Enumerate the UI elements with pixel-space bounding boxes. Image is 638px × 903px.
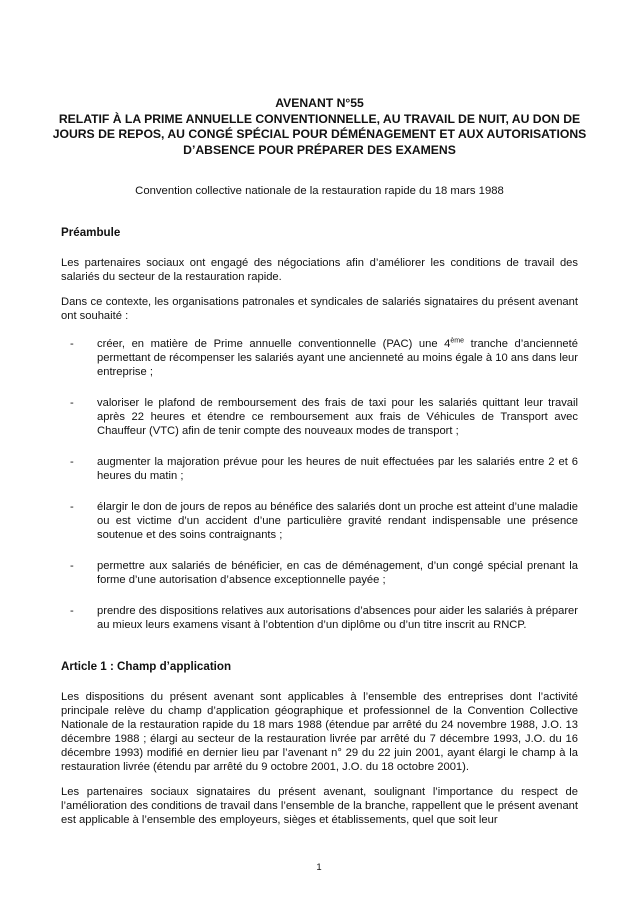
document-subtitle: Convention collective nationale de la restauration rapide du 18 mars 1988 bbox=[135, 185, 504, 197]
page-number: 1 bbox=[316, 862, 322, 873]
list-item bbox=[61, 604, 578, 632]
preamble-paragraph-2: Dans ce contexte, les organisations patronales et syndicales de salariés signataires du présent avenant ont souhaité : bbox=[61, 296, 578, 322]
bullet-text-6: prendre des dispositions relatives aux autorisations d’absences pour aider les salariés à préparer au mieux leurs examens visant à l’obtention d’un diplôme ou d’un titre inscrit au RNCP. bbox=[97, 605, 578, 631]
bullet-text-2: valoriser le plafond de remboursement des frais de taxi pour les salariés quittant leur travail après 22 heures et étendre ce remboursement aux frais de Véhicules de Transport avec Chauffeur (VTC) afin de tenir compte des nouveaux modes de transport ; bbox=[97, 397, 578, 437]
superscript-eme: ème bbox=[450, 337, 465, 345]
list-item bbox=[61, 559, 578, 587]
article-1-paragraph-1: Les dispositions du présent avenant sont applicables à l’ensemble des entreprises dont l’activité principale relève du champ d’application géographique et professionnel de la Convention Collective Nationale de la restauration rapide du 18 mars 1988 (étendue par arrêté du 24 novembre 1988, J.O. 13 décembre 1988 ; élargi au secteur de la restauration livrée par arrêté du 7 décembre 1993, J.O. du 16 décembre 1993) modifié en dernier lieu par l’avenant n° 29 du 22 juin 2001, ayant élargi le champ à la restauration livrée (étendu par arrêté du 9 octobre 2001, J.O. du 18 octobre 2001). bbox=[61, 691, 578, 773]
preamble-heading: Préambule bbox=[61, 226, 121, 239]
preamble-bullet-list bbox=[61, 337, 578, 632]
bullet-dash: - bbox=[70, 456, 74, 468]
bullet-text-3: augmenter la majoration prévue pour les heures de nuit effectuées par les salariés entre 2 et 6 heures du matin ; bbox=[97, 456, 578, 482]
bullet-dash: - bbox=[70, 605, 74, 617]
bullet-dash: - bbox=[70, 560, 74, 572]
document-title bbox=[52, 96, 587, 158]
list-item bbox=[61, 455, 578, 483]
list-item bbox=[61, 337, 578, 379]
bullet-text-5: permettre aux salariés de bénéficier, en cas de déménagement, d’un congé spécial prenant la forme d’une autorisation d’absence exceptionnelle payée ; bbox=[97, 560, 578, 586]
bullet-dash: - bbox=[70, 501, 74, 513]
bullet-dash: - bbox=[70, 397, 74, 409]
bullet-text-1 bbox=[97, 337, 578, 379]
bullet-1-text-start: créer, en matière de Prime annuelle conventionnelle (PAC) une 4 bbox=[97, 338, 451, 350]
bullet-dash: - bbox=[70, 338, 74, 350]
article-1-heading: Article 1 : Champ d’application bbox=[61, 660, 232, 673]
preamble-paragraph-1: Les partenaires sociaux ont engagé des négociations afin d’améliorer les conditions de travail des salariés du secteur de la restauration rapide. bbox=[61, 257, 578, 283]
title-line-2: RELATIF À LA PRIME ANNUELLE CONVENTIONNELLE, AU TRAVAIL DE NUIT, AU DON DE JOURS DE REPOS, AU CONGÉ SPÉCIAL POUR DÉMÉNAGEMENT ET AUX AUTORISATIONS D’ABSENCE POUR PRÉPARER DES EXAMENS bbox=[52, 111, 587, 157]
bullet-text-4: élargir le don de jours de repos au bénéfice des salariés dont un proche est atteint d’une maladie ou est victime d’un accident d’une particulière gravité rendant indispensable une présence soutenue et des soins contraignants ; bbox=[97, 501, 578, 541]
document-page bbox=[52, 96, 587, 827]
bullet-1-text-end: tranche d’ancienneté permettant de récompenser les salariés ayant une ancienneté au moins égale à 10 ans dans leur entreprise ; bbox=[97, 338, 578, 378]
list-item bbox=[61, 500, 578, 542]
article-1-paragraph-2: Les partenaires sociaux signataires du présent avenant, soulignant l’importance du respect de l’amélioration des conditions de travail dans l’ensemble de la branche, rappellent que le présent avenant est applicable à l’ensemble des employeurs, sièges et établissements, quel que soit leur bbox=[61, 786, 578, 826]
list-item bbox=[61, 396, 578, 438]
title-line-1: AVENANT N°55 bbox=[275, 96, 364, 110]
